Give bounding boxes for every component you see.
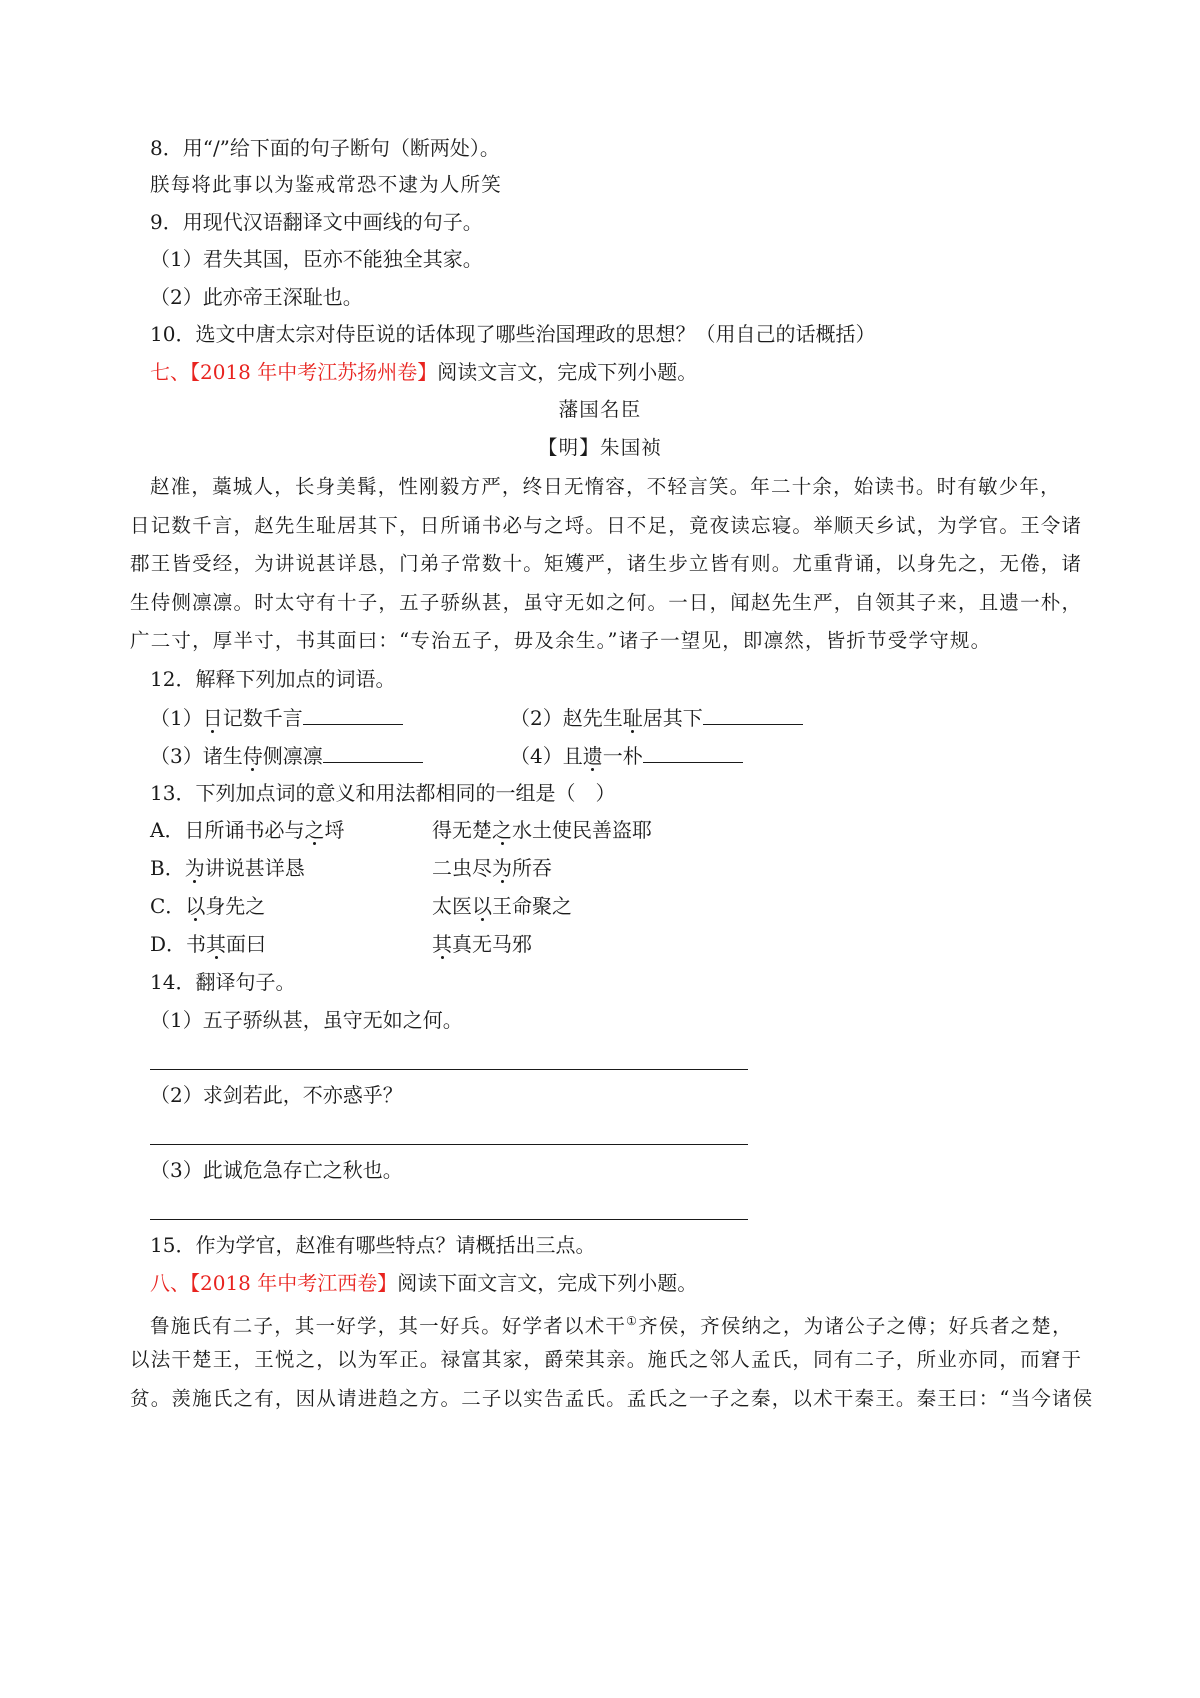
section-7-heading bbox=[150, 357, 697, 387]
answer-line[interactable] bbox=[150, 1144, 748, 1145]
question-8: 8．用“/”给下面的句子断句（断两处）。 bbox=[150, 136, 500, 160]
option-text: 埒 bbox=[324, 818, 345, 842]
option-text: 身先之 bbox=[205, 894, 266, 918]
question-12-item-4 bbox=[510, 740, 743, 771]
question-14-item-1: （1）五子骄纵甚，虽守无如之何。 bbox=[150, 1008, 463, 1032]
question-14-item-2: （2）求剑若此，不亦惑乎？ bbox=[150, 1083, 403, 1107]
passage-text: 齐侯，齐侯纳之，为诸公子之傅；好兵者之楚， bbox=[638, 1314, 1073, 1338]
dotted-word: 侍 bbox=[242, 744, 263, 768]
option-text: 水土使民善盗耶 bbox=[512, 818, 652, 842]
answer-blank[interactable] bbox=[703, 702, 803, 725]
option-d-right bbox=[432, 929, 532, 959]
section-8-heading bbox=[150, 1268, 697, 1298]
passage-8-line: 以法干楚王，王悦之，以为军正。禄富其家，爵荣其亲。施氏之邻人孟氏，同有二子，所业亦同，而窘于 bbox=[130, 1348, 1083, 1371]
question-10: 10．选文中唐太宗对侍臣说的话体现了哪些治国理政的思想？（用自己的话概括） bbox=[150, 322, 876, 346]
passage-8-line: 贫。羡施氏之有，因从请进趋之方。二子以实告孟氏。孟氏之一子之秦，以术干秦王。秦王曰：“当今诸侯 bbox=[130, 1387, 1094, 1410]
question-12-item-3 bbox=[150, 740, 423, 771]
section-8-source: 【2018 年中考江西卷】 bbox=[190, 1271, 398, 1295]
option-c-right bbox=[432, 891, 572, 921]
passage-line: 日记数千言，赵先生耻居其下，日所诵书必与之埒。日不足，竟夜读忘寝。举顺天乡试，为学官。王令诸 bbox=[130, 514, 1083, 537]
footnote-mark: ① bbox=[626, 1314, 639, 1328]
option-label: A． bbox=[150, 818, 185, 842]
option-label: C． bbox=[150, 894, 186, 918]
option-a-left[interactable] bbox=[150, 815, 344, 845]
item-rest: 居其下 bbox=[642, 706, 703, 730]
question-15: 15．作为学官，赵准有哪些特点？请概括出三点。 bbox=[150, 1233, 596, 1257]
item-prefix: （2）赵先生 bbox=[510, 706, 623, 730]
option-label: D． bbox=[150, 932, 187, 956]
question-14: 14．翻译句子。 bbox=[150, 970, 296, 994]
answer-blank[interactable] bbox=[643, 740, 743, 763]
option-text: 讲说甚详恳 bbox=[204, 856, 305, 880]
option-text: 面曰 bbox=[226, 932, 267, 956]
option-text: 太医 bbox=[432, 894, 472, 918]
passage-line: 生侍侧凛凛。时太守有十子，五子骄纵甚，虽守无如之何。一日，闻赵先生严，自领其子来，且遗一朴， bbox=[130, 591, 1083, 614]
section-8-number: 八、 bbox=[150, 1271, 190, 1295]
option-text: 得无楚 bbox=[432, 818, 492, 842]
dotted-word: 为 bbox=[184, 856, 205, 880]
dotted-word: 以 bbox=[185, 894, 206, 918]
option-text: 王命聚之 bbox=[492, 894, 572, 918]
item-rest: 一朴 bbox=[602, 744, 643, 768]
question-12-item-2 bbox=[510, 702, 803, 733]
dotted-word: 之 bbox=[304, 818, 325, 842]
question-12-item-1 bbox=[150, 702, 403, 733]
option-c-left[interactable] bbox=[150, 891, 265, 921]
item-rest: 侧凛凛 bbox=[262, 744, 323, 768]
dotted-word: 耻 bbox=[622, 706, 643, 730]
dotted-word: 遗 bbox=[582, 744, 603, 768]
item-prefix: （1） bbox=[150, 706, 203, 730]
option-b-right bbox=[432, 853, 552, 883]
dotted-word: 其 bbox=[432, 932, 452, 956]
option-text: 书 bbox=[186, 932, 207, 956]
dotted-word: 为 bbox=[492, 856, 512, 880]
passage-title: 藩国名臣 bbox=[558, 398, 642, 421]
question-13: 13．下列加点词的意义和用法都相同的一组是（ ） bbox=[150, 781, 616, 805]
question-9: 9．用现代汉语翻译文中画线的句子。 bbox=[150, 210, 483, 234]
question-9-item-1: （1）君失其国，臣亦不能独全其家。 bbox=[150, 247, 483, 271]
dotted-word: 之 bbox=[492, 818, 512, 842]
answer-line[interactable] bbox=[150, 1069, 748, 1070]
option-text: 二虫尽 bbox=[432, 856, 492, 880]
section-7-instruction: 阅读文言文，完成下列小题。 bbox=[437, 360, 698, 384]
section-7-number: 七、 bbox=[150, 360, 190, 384]
answer-blank[interactable] bbox=[303, 702, 403, 725]
item-rest: 记数千言 bbox=[222, 706, 303, 730]
dotted-word: 以 bbox=[472, 894, 492, 918]
dotted-word: 其 bbox=[206, 932, 227, 956]
item-prefix: （3）诸生 bbox=[150, 744, 243, 768]
passage-line: 赵准，藁城人，长身美髯，性刚毅方严，终日无惰容，不轻言笑。年二十余，始读书。时有敏少年， bbox=[150, 475, 1061, 498]
option-text: 日所诵书必与 bbox=[184, 818, 305, 842]
question-14-item-3: （3）此诚危急存亡之秋也。 bbox=[150, 1158, 403, 1182]
passage-author: 【明】朱国祯 bbox=[537, 436, 663, 459]
option-b-left[interactable] bbox=[150, 853, 305, 883]
question-9-item-2: （2）此亦帝王深耻也。 bbox=[150, 285, 363, 309]
option-label: B． bbox=[150, 856, 185, 880]
dotted-word: 日 bbox=[202, 706, 223, 730]
option-d-left[interactable] bbox=[150, 929, 266, 959]
option-text: 真无马邪 bbox=[452, 932, 532, 956]
section-7-source: 【2018 年中考江苏扬州卷】 bbox=[190, 360, 438, 384]
passage-text: 鲁施氏有二子，其一好学，其一好兵。好学者以术干 bbox=[150, 1314, 627, 1338]
passage-line: 广二寸，厚半寸，书其面曰：“专治五子，毋及余生。”诸子一望见，即凛然，皆折节受学守规。 bbox=[130, 629, 992, 652]
question-12: 12．解释下列加点的词语。 bbox=[150, 667, 396, 691]
passage-8-line bbox=[150, 1306, 1073, 1342]
question-8-sentence: 朕每将此事以为鉴戒常恐不逮为人所笑 bbox=[150, 173, 502, 196]
option-text: 所吞 bbox=[512, 856, 552, 880]
answer-blank[interactable] bbox=[323, 740, 423, 763]
option-a-right bbox=[432, 815, 652, 845]
item-prefix: （4）且 bbox=[510, 744, 583, 768]
section-8-instruction: 阅读下面文言文，完成下列小题。 bbox=[397, 1271, 698, 1295]
passage-line: 郡王皆受经，为讲说甚详恳，门弟子常数十。矩矱严，诸生步立皆有则。尤重背诵，以身先之，无倦，诸 bbox=[130, 552, 1083, 575]
answer-line[interactable] bbox=[150, 1219, 748, 1220]
